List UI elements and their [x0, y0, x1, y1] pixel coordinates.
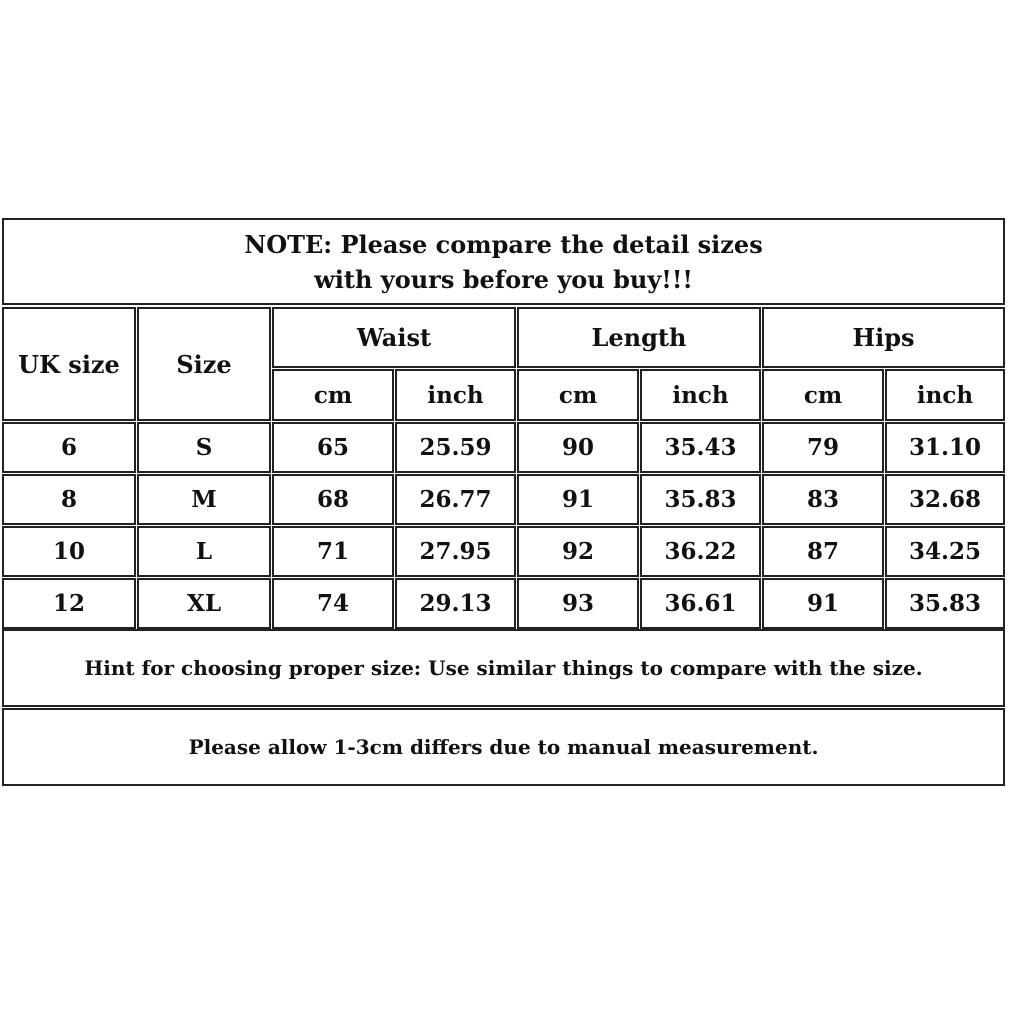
cell-hips-cm: 91	[762, 578, 884, 629]
cell-uk-size: 6	[2, 422, 136, 473]
hint-note: Hint for choosing proper size: Use similar things to compare with the size.	[2, 629, 1005, 707]
cell-waist-inch: 27.95	[395, 526, 516, 577]
cell-length-inch: 35.43	[640, 422, 761, 473]
note-banner	[2, 218, 1005, 305]
cell-length-cm: 91	[517, 474, 639, 525]
cell-uk-size: 10	[2, 526, 136, 577]
cell-size: L	[137, 526, 271, 577]
cell-size: S	[137, 422, 271, 473]
cell-uk-size: 12	[2, 578, 136, 629]
cell-size: XL	[137, 578, 271, 629]
unit-length-cm: cm	[517, 369, 639, 421]
cell-length-inch: 36.61	[640, 578, 761, 629]
header-uk-size: UK size	[2, 307, 136, 421]
cell-hips-cm: 87	[762, 526, 884, 577]
cell-waist-cm: 68	[272, 474, 394, 525]
cell-length-inch: 35.83	[640, 474, 761, 525]
measurement-tolerance-note: Please allow 1-3cm differs due to manual measurement.	[2, 708, 1005, 786]
unit-waist-inch: inch	[395, 369, 516, 421]
cell-length-cm: 93	[517, 578, 639, 629]
header-length: Length	[517, 307, 761, 368]
header-waist: Waist	[272, 307, 516, 368]
cell-hips-cm: 79	[762, 422, 884, 473]
cell-size: M	[137, 474, 271, 525]
cell-length-inch: 36.22	[640, 526, 761, 577]
cell-uk-size: 8	[2, 474, 136, 525]
unit-hips-cm: cm	[762, 369, 884, 421]
cell-hips-inch: 31.10	[885, 422, 1005, 473]
cell-hips-cm: 83	[762, 474, 884, 525]
cell-waist-inch: 26.77	[395, 474, 516, 525]
cell-waist-cm: 74	[272, 578, 394, 629]
cell-hips-inch: 34.25	[885, 526, 1005, 577]
cell-waist-cm: 71	[272, 526, 394, 577]
cell-hips-inch: 35.83	[885, 578, 1005, 629]
unit-hips-inch: inch	[885, 369, 1005, 421]
note-line-2: with yours before you buy!!!	[314, 264, 693, 294]
cell-length-cm: 92	[517, 526, 639, 577]
unit-length-inch: inch	[640, 369, 761, 421]
cell-waist-inch: 29.13	[395, 578, 516, 629]
cell-waist-cm: 65	[272, 422, 394, 473]
note-line-1: NOTE: Please compare the detail sizes	[244, 229, 763, 259]
cell-waist-inch: 25.59	[395, 422, 516, 473]
header-size: Size	[137, 307, 271, 421]
unit-waist-cm: cm	[272, 369, 394, 421]
cell-length-cm: 90	[517, 422, 639, 473]
header-hips: Hips	[762, 307, 1005, 368]
cell-hips-inch: 32.68	[885, 474, 1005, 525]
